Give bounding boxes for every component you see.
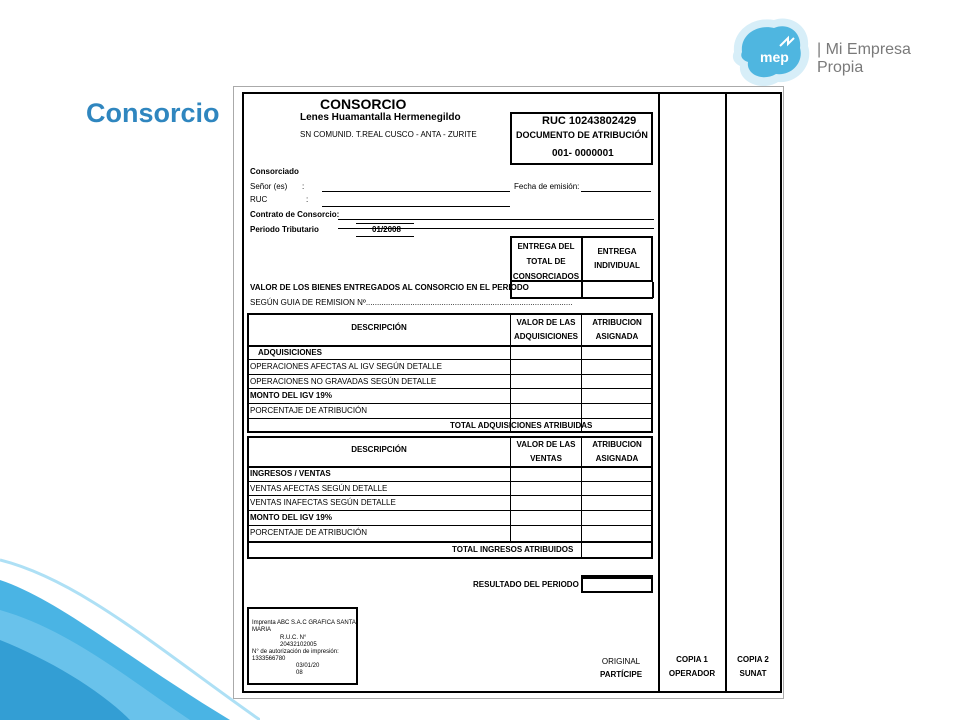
- ventas-row: VENTAS INAFECTAS SEGÚN DETALLE: [250, 498, 396, 507]
- document-number: 001- 0000001: [552, 148, 614, 159]
- ventas-row: PORCENTAJE DE ATRIBUCIÓN: [250, 528, 368, 537]
- copy-original: ORIGINAL PARTÍCIPE: [599, 657, 643, 679]
- ventas-row: VENTAS AFECTAS SEGÚN DETALLE: [250, 484, 388, 493]
- ruc-label: RUC: [250, 195, 268, 204]
- ventas-total: TOTAL INGRESOS ATRIBUIDOS: [452, 545, 574, 554]
- company-name: Lenes Huamantalla Hermenegildo: [300, 112, 461, 123]
- ventas-desc-header: DESCRIPCIÓN: [351, 445, 407, 454]
- ruc-colon: :: [306, 195, 309, 204]
- ventas-row: MONTO DEL IGV 19%: [250, 513, 332, 522]
- imprenta-aut-number: 1333566780: [252, 656, 286, 662]
- contrato-label: Contrato de Consorcio:: [250, 210, 340, 219]
- imprenta-line2: MARIA: [252, 627, 272, 633]
- brand-name: | Mi Empresa Propia: [817, 41, 911, 76]
- atribution-document: [233, 86, 784, 699]
- adq-atrib-header: ATRIBUCION ASIGNADA: [592, 318, 642, 341]
- decorative-waves: [0, 540, 260, 720]
- copy-2: COPIA 2 SUNAT: [737, 655, 769, 678]
- copy-1: COPIA 1 OPERADOR: [668, 655, 716, 678]
- slide-title: Consorcio: [86, 98, 220, 128]
- consorciado-heading: Consorciado: [250, 167, 299, 176]
- adq-total: TOTAL ADQUISICIONES ATRIBUIDAS: [450, 421, 593, 430]
- adq-row: PORCENTAJE DE ATRIBUCIÓN: [250, 406, 368, 415]
- adq-valor-header: VALOR DE LAS ADQUISICIONES: [513, 318, 578, 341]
- adq-section: ADQUISICIONES: [258, 348, 323, 357]
- imprenta-date: 03/01/20: [296, 663, 320, 669]
- fecha-label: Fecha de emisión:: [514, 182, 580, 191]
- valor-bienes-label: VALOR DE LOS BIENES ENTREGADOS AL CONSORCIO EN EL PERIODO: [250, 283, 529, 292]
- company-title: CONSORCIO: [320, 96, 407, 112]
- ventas-valor-header: VALOR DE LAS VENTAS: [516, 440, 576, 463]
- guia-remision-label: SEGÚN GUIA DE REMISION Nº.............................................................................................: [250, 298, 573, 307]
- adq-desc-header: DESCRIPCIÓN: [351, 323, 407, 332]
- adq-row: MONTO DEL IGV 19%: [250, 391, 332, 400]
- resultado-label: RESULTADO DEL PERIODO: [473, 580, 579, 589]
- entrega-individual-header: ENTREGA INDIVIDUAL: [594, 247, 640, 270]
- imprenta-ruc-number: 20432102005: [280, 642, 317, 648]
- periodo-label: Periodo Tributario: [250, 225, 319, 234]
- resultado-box: [581, 577, 653, 593]
- imprenta-aut-label: N° de autorización de impresión:: [252, 649, 339, 655]
- senor-colon: :: [302, 182, 305, 191]
- imprenta-ruc-label: R.U.C. N°: [280, 635, 307, 641]
- entrega-total-header: ENTREGA DEL TOTAL DE CONSORCIADOS: [512, 242, 580, 281]
- logo-mep-text: mep: [760, 49, 789, 65]
- imprenta-line1: Imprenta ABC S.A.C GRAFICA SANTA: [252, 620, 356, 626]
- imprenta-date-cont: 08: [296, 670, 303, 676]
- ruc-number: RUC 10243802429: [542, 115, 637, 127]
- company-address: SN COMUNID. T.REAL CUSCO - ANTA - ZURITE: [300, 130, 477, 139]
- senor-label: Señor (es): [250, 182, 288, 191]
- ventas-section: INGRESOS / VENTAS: [250, 469, 331, 478]
- ventas-atrib-header: ATRIBUCION ASIGNADA: [592, 440, 642, 463]
- adq-row: OPERACIONES NO GRAVADAS SEGÚN DETALLE: [250, 377, 437, 386]
- document-type: DOCUMENTO DE ATRIBUCIÓN: [516, 130, 648, 140]
- adq-row: OPERACIONES AFECTAS AL IGV SEGÚN DETALLE: [250, 362, 442, 371]
- periodo-value: 01/2008: [372, 225, 401, 234]
